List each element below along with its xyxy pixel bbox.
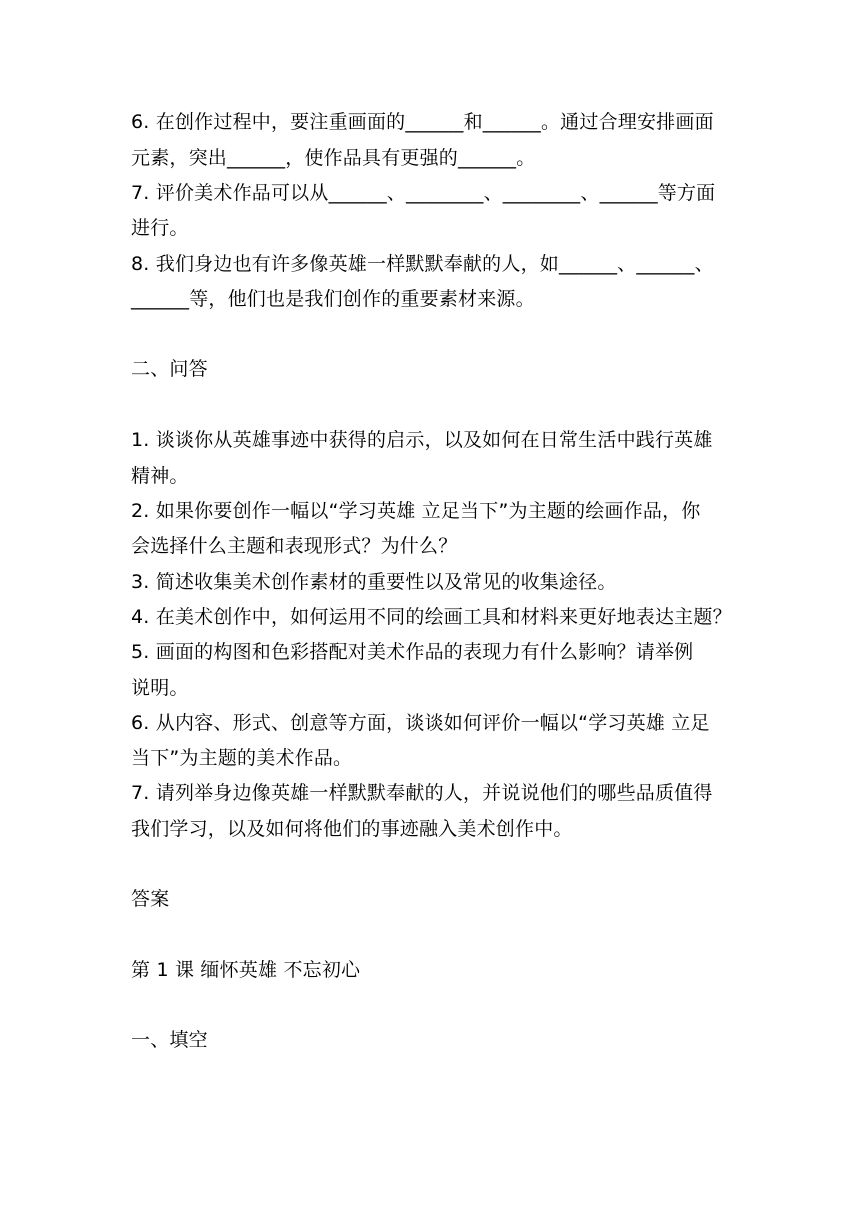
- qa-question-3-line-1: 3. 简述收集美术创作素材的重要性以及常见的收集途径。: [131, 571, 617, 593]
- qa-question-7-line-2: 我们学习，以及如何将他们的事迹融入美术创作中。: [131, 818, 573, 840]
- qa-section-heading: 二、问答: [131, 358, 208, 380]
- lesson-title: 第 1 课 缅怀英雄 不忘初心: [131, 959, 361, 981]
- qa-question-5-line-2: 说明。: [131, 677, 189, 699]
- qa-question-6-line-2: 当下”为主题的美术作品。: [131, 747, 353, 769]
- fill-question-8-line-1: 8. 我们身边也有许多像英雄一样默默奉献的人，如______、______、: [131, 253, 714, 275]
- answer-heading: 答案: [131, 888, 170, 910]
- fill-question-7-line-1: 7. 评价美术作品可以从______、________、________、______等方面: [131, 182, 716, 204]
- qa-question-1-line-1: 1. 谈谈你从英雄事迹中获得的启示，以及如何在日常生活中践行英雄: [131, 429, 713, 451]
- qa-question-1-line-2: 精神。: [131, 465, 189, 487]
- fill-question-6-line-1: 6. 在创作过程中，要注重画面的______和______。通过合理安排画面: [131, 111, 714, 133]
- qa-question-7-line-1: 7. 请列举身边像英雄一样默默奉献的人，并说说他们的哪些品质值得: [131, 782, 713, 804]
- fill-question-6-line-2: 元素，突出______，使作品具有更强的______。: [131, 147, 536, 169]
- qa-question-6-line-1: 6. 从内容、形式、创意等方面，谈谈如何评价一幅以“学习英雄 立足: [131, 712, 710, 734]
- qa-question-4-line-1: 4. 在美术创作中，如何运用不同的绘画工具和材料来更好地表达主题？: [131, 606, 732, 628]
- fill-section-heading: 一、填空: [131, 1029, 208, 1051]
- fill-question-8-line-2: ______等，他们也是我们创作的重要素材来源。: [131, 288, 535, 310]
- qa-question-2-line-2: 会选择什么主题和表现形式？为什么？: [131, 535, 458, 557]
- qa-question-2-line-1: 2. 如果你要创作一幅以“学习英雄 立足当下”为主题的绘画作品，你: [131, 500, 701, 522]
- qa-question-5-line-1: 5. 画面的构图和色彩搭配对美术作品的表现力有什么影响？请举例: [131, 641, 694, 663]
- fill-question-7-line-2: 进行。: [131, 217, 189, 239]
